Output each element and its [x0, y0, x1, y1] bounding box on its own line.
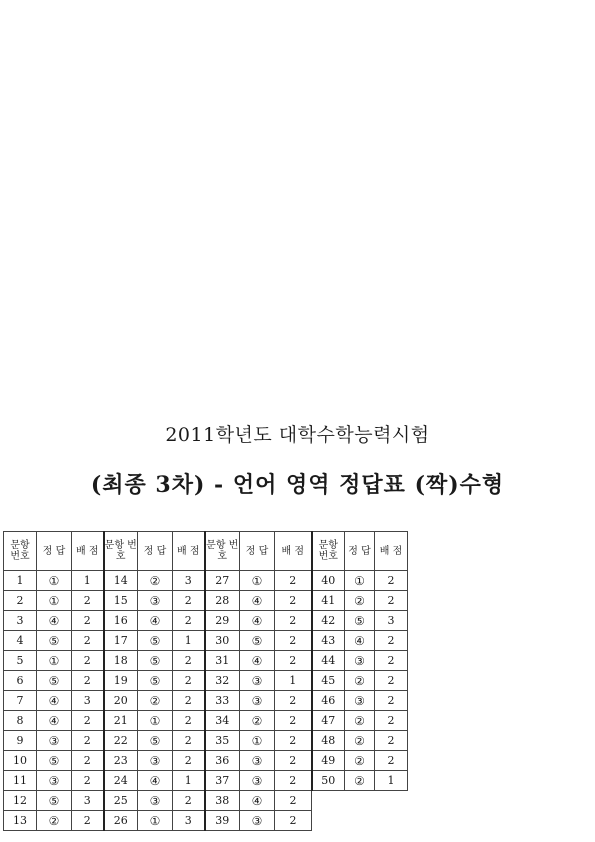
answer-cell: ③	[240, 771, 275, 791]
answer-cell: ④	[138, 771, 173, 791]
points-cell: 2	[275, 571, 312, 591]
points-cell: 2	[275, 591, 312, 611]
points-cell: 2	[375, 691, 408, 711]
points-cell: 2	[375, 631, 408, 651]
question-number: 44	[312, 651, 345, 671]
question-number: 32	[205, 671, 240, 691]
question-number: 47	[312, 711, 345, 731]
question-number: 3	[4, 611, 37, 631]
answer-cell: ①	[138, 811, 173, 831]
table-row	[4, 691, 408, 711]
answer-cell: ③	[37, 771, 72, 791]
header-points: 배 점	[275, 532, 312, 571]
points-cell: 3	[173, 811, 205, 831]
points-cell: 2	[375, 651, 408, 671]
question-number: 40	[312, 571, 345, 591]
answer-cell: ⑤	[37, 631, 72, 651]
answer-cell: ③	[37, 731, 72, 751]
answer-cell: ①	[138, 711, 173, 731]
answer-key-body	[4, 571, 408, 831]
answer-cell: ②	[37, 811, 72, 831]
answer-cell: ①	[37, 651, 72, 671]
question-number: 35	[205, 731, 240, 751]
answer-cell: ③	[138, 591, 173, 611]
answer-cell: ⑤	[240, 631, 275, 651]
answer-cell: ⑤	[138, 631, 173, 651]
points-cell: 2	[375, 751, 408, 771]
points-cell: 2	[275, 651, 312, 671]
answer-cell: ④	[37, 691, 72, 711]
empty-cell	[345, 791, 375, 811]
answer-cell: ③	[240, 671, 275, 691]
points-cell: 2	[173, 751, 205, 771]
question-number: 11	[4, 771, 37, 791]
points-cell: 2	[275, 751, 312, 771]
points-cell: 2	[173, 651, 205, 671]
answer-cell: ③	[138, 791, 173, 811]
answer-cell: ②	[240, 711, 275, 731]
question-number: 36	[205, 751, 240, 771]
question-number: 25	[104, 791, 138, 811]
question-number: 27	[205, 571, 240, 591]
question-number: 15	[104, 591, 138, 611]
question-number: 7	[4, 691, 37, 711]
points-cell: 1	[275, 671, 312, 691]
table-header-row	[4, 532, 408, 571]
question-number: 5	[4, 651, 37, 671]
answer-cell: ①	[240, 731, 275, 751]
question-number: 6	[4, 671, 37, 691]
table-row	[4, 771, 408, 791]
answer-cell: ④	[138, 611, 173, 631]
header-answer: 정 답	[138, 532, 173, 571]
question-number: 37	[205, 771, 240, 791]
answer-cell: ③	[345, 691, 375, 711]
answer-cell: ④	[240, 611, 275, 631]
question-number: 50	[312, 771, 345, 791]
answer-cell: ③	[240, 811, 275, 831]
answer-cell: ④	[240, 591, 275, 611]
question-number: 30	[205, 631, 240, 651]
header-number: 문항 번호	[312, 532, 345, 571]
points-cell: 2	[375, 571, 408, 591]
answer-cell: ①	[37, 591, 72, 611]
answer-cell: ①	[345, 571, 375, 591]
header-points: 배 점	[173, 532, 205, 571]
answer-cell: ⑤	[138, 671, 173, 691]
answer-key-subtitle: (최종 3차) - 언어 영역 정답표 (짝)수형	[90, 472, 505, 498]
question-number: 22	[104, 731, 138, 751]
header-answer: 정 답	[240, 532, 275, 571]
question-number: 49	[312, 751, 345, 771]
question-number: 10	[4, 751, 37, 771]
points-cell: 2	[275, 771, 312, 791]
points-cell: 2	[72, 771, 104, 791]
points-cell: 2	[375, 731, 408, 751]
points-cell: 2	[375, 591, 408, 611]
answer-cell: ⑤	[345, 611, 375, 631]
question-number: 18	[104, 651, 138, 671]
empty-cell	[375, 811, 408, 831]
answer-cell: ③	[240, 751, 275, 771]
question-number: 9	[4, 731, 37, 751]
points-cell: 2	[375, 671, 408, 691]
answer-cell: ③	[345, 651, 375, 671]
header-points: 배 점	[375, 532, 408, 571]
points-cell: 2	[275, 611, 312, 631]
points-cell: 1	[72, 571, 104, 591]
header-number: 문항 번호	[4, 532, 37, 571]
question-number: 26	[104, 811, 138, 831]
answer-cell: ②	[345, 671, 375, 691]
points-cell: 2	[275, 731, 312, 751]
points-cell: 2	[72, 591, 104, 611]
table-row	[4, 711, 408, 731]
header-points: 배 점	[72, 532, 104, 571]
empty-cell	[312, 811, 345, 831]
answer-cell: ②	[345, 771, 375, 791]
points-cell: 2	[72, 811, 104, 831]
question-number: 23	[104, 751, 138, 771]
answer-cell: ②	[138, 571, 173, 591]
question-number: 16	[104, 611, 138, 631]
points-cell: 2	[72, 731, 104, 751]
question-number: 19	[104, 671, 138, 691]
question-number: 46	[312, 691, 345, 711]
question-number: 1	[4, 571, 37, 591]
table-row	[4, 571, 408, 591]
empty-cell	[345, 811, 375, 831]
answer-cell: ④	[240, 651, 275, 671]
points-cell: 2	[173, 611, 205, 631]
question-number: 28	[205, 591, 240, 611]
exam-title: 2011학년도 대학수학능력시험	[165, 424, 430, 446]
question-number: 2	[4, 591, 37, 611]
points-cell: 2	[275, 631, 312, 651]
points-cell: 2	[72, 611, 104, 631]
points-cell: 2	[72, 751, 104, 771]
points-cell: 1	[173, 631, 205, 651]
question-number: 4	[4, 631, 37, 651]
question-number: 29	[205, 611, 240, 631]
points-cell: 2	[72, 711, 104, 731]
points-cell: 2	[275, 711, 312, 731]
points-cell: 3	[72, 791, 104, 811]
answer-cell: ②	[138, 691, 173, 711]
points-cell: 2	[173, 591, 205, 611]
answer-cell: ④	[240, 791, 275, 811]
question-number: 45	[312, 671, 345, 691]
question-number: 12	[4, 791, 37, 811]
points-cell: 1	[375, 771, 408, 791]
question-number: 14	[104, 571, 138, 591]
question-number: 33	[205, 691, 240, 711]
answer-cell: ②	[345, 591, 375, 611]
answer-cell: ④	[345, 631, 375, 651]
header-number: 문항 번호	[104, 532, 138, 571]
header-number: 문항 번호	[205, 532, 240, 571]
table-row	[4, 811, 408, 831]
points-cell: 3	[72, 691, 104, 711]
points-cell: 2	[72, 671, 104, 691]
question-number: 42	[312, 611, 345, 631]
points-cell: 1	[173, 771, 205, 791]
table-row	[4, 631, 408, 651]
answer-cell: ③	[138, 751, 173, 771]
points-cell: 2	[173, 731, 205, 751]
question-number: 8	[4, 711, 37, 731]
answer-cell: ⑤	[138, 651, 173, 671]
points-cell: 3	[173, 571, 205, 591]
points-cell: 2	[275, 691, 312, 711]
table-row	[4, 611, 408, 631]
answer-key-table	[3, 531, 408, 831]
points-cell: 2	[173, 791, 205, 811]
question-number: 17	[104, 631, 138, 651]
points-cell: 2	[173, 691, 205, 711]
table-row	[4, 591, 408, 611]
table-row	[4, 651, 408, 671]
header-answer: 정 답	[37, 532, 72, 571]
table-row	[4, 791, 408, 811]
question-number: 38	[205, 791, 240, 811]
points-cell: 2	[72, 631, 104, 651]
table-row	[4, 751, 408, 771]
answer-cell: ⑤	[37, 751, 72, 771]
answer-cell: ⑤	[138, 731, 173, 751]
points-cell: 2	[173, 711, 205, 731]
points-cell: 2	[72, 651, 104, 671]
question-number: 13	[4, 811, 37, 831]
points-cell: 2	[275, 791, 312, 811]
answer-cell: ④	[37, 711, 72, 731]
question-number: 20	[104, 691, 138, 711]
question-number: 41	[312, 591, 345, 611]
points-cell: 3	[375, 611, 408, 631]
question-number: 34	[205, 711, 240, 731]
answer-cell: ⑤	[37, 791, 72, 811]
points-cell: 2	[173, 671, 205, 691]
points-cell: 2	[275, 811, 312, 831]
question-number: 43	[312, 631, 345, 651]
answer-cell: ⑤	[37, 671, 72, 691]
question-number: 21	[104, 711, 138, 731]
answer-cell: ②	[345, 751, 375, 771]
question-number: 39	[205, 811, 240, 831]
answer-cell: ②	[345, 731, 375, 751]
empty-cell	[375, 791, 408, 811]
table-row	[4, 731, 408, 751]
question-number: 48	[312, 731, 345, 751]
header-answer: 정 답	[345, 532, 375, 571]
empty-cell	[312, 791, 345, 811]
answer-cell: ③	[240, 691, 275, 711]
answer-cell: ④	[37, 611, 72, 631]
answer-cell: ②	[345, 711, 375, 731]
question-number: 31	[205, 651, 240, 671]
table-row	[4, 671, 408, 691]
points-cell: 2	[375, 711, 408, 731]
answer-cell: ①	[240, 571, 275, 591]
answer-cell: ①	[37, 571, 72, 591]
question-number: 24	[104, 771, 138, 791]
